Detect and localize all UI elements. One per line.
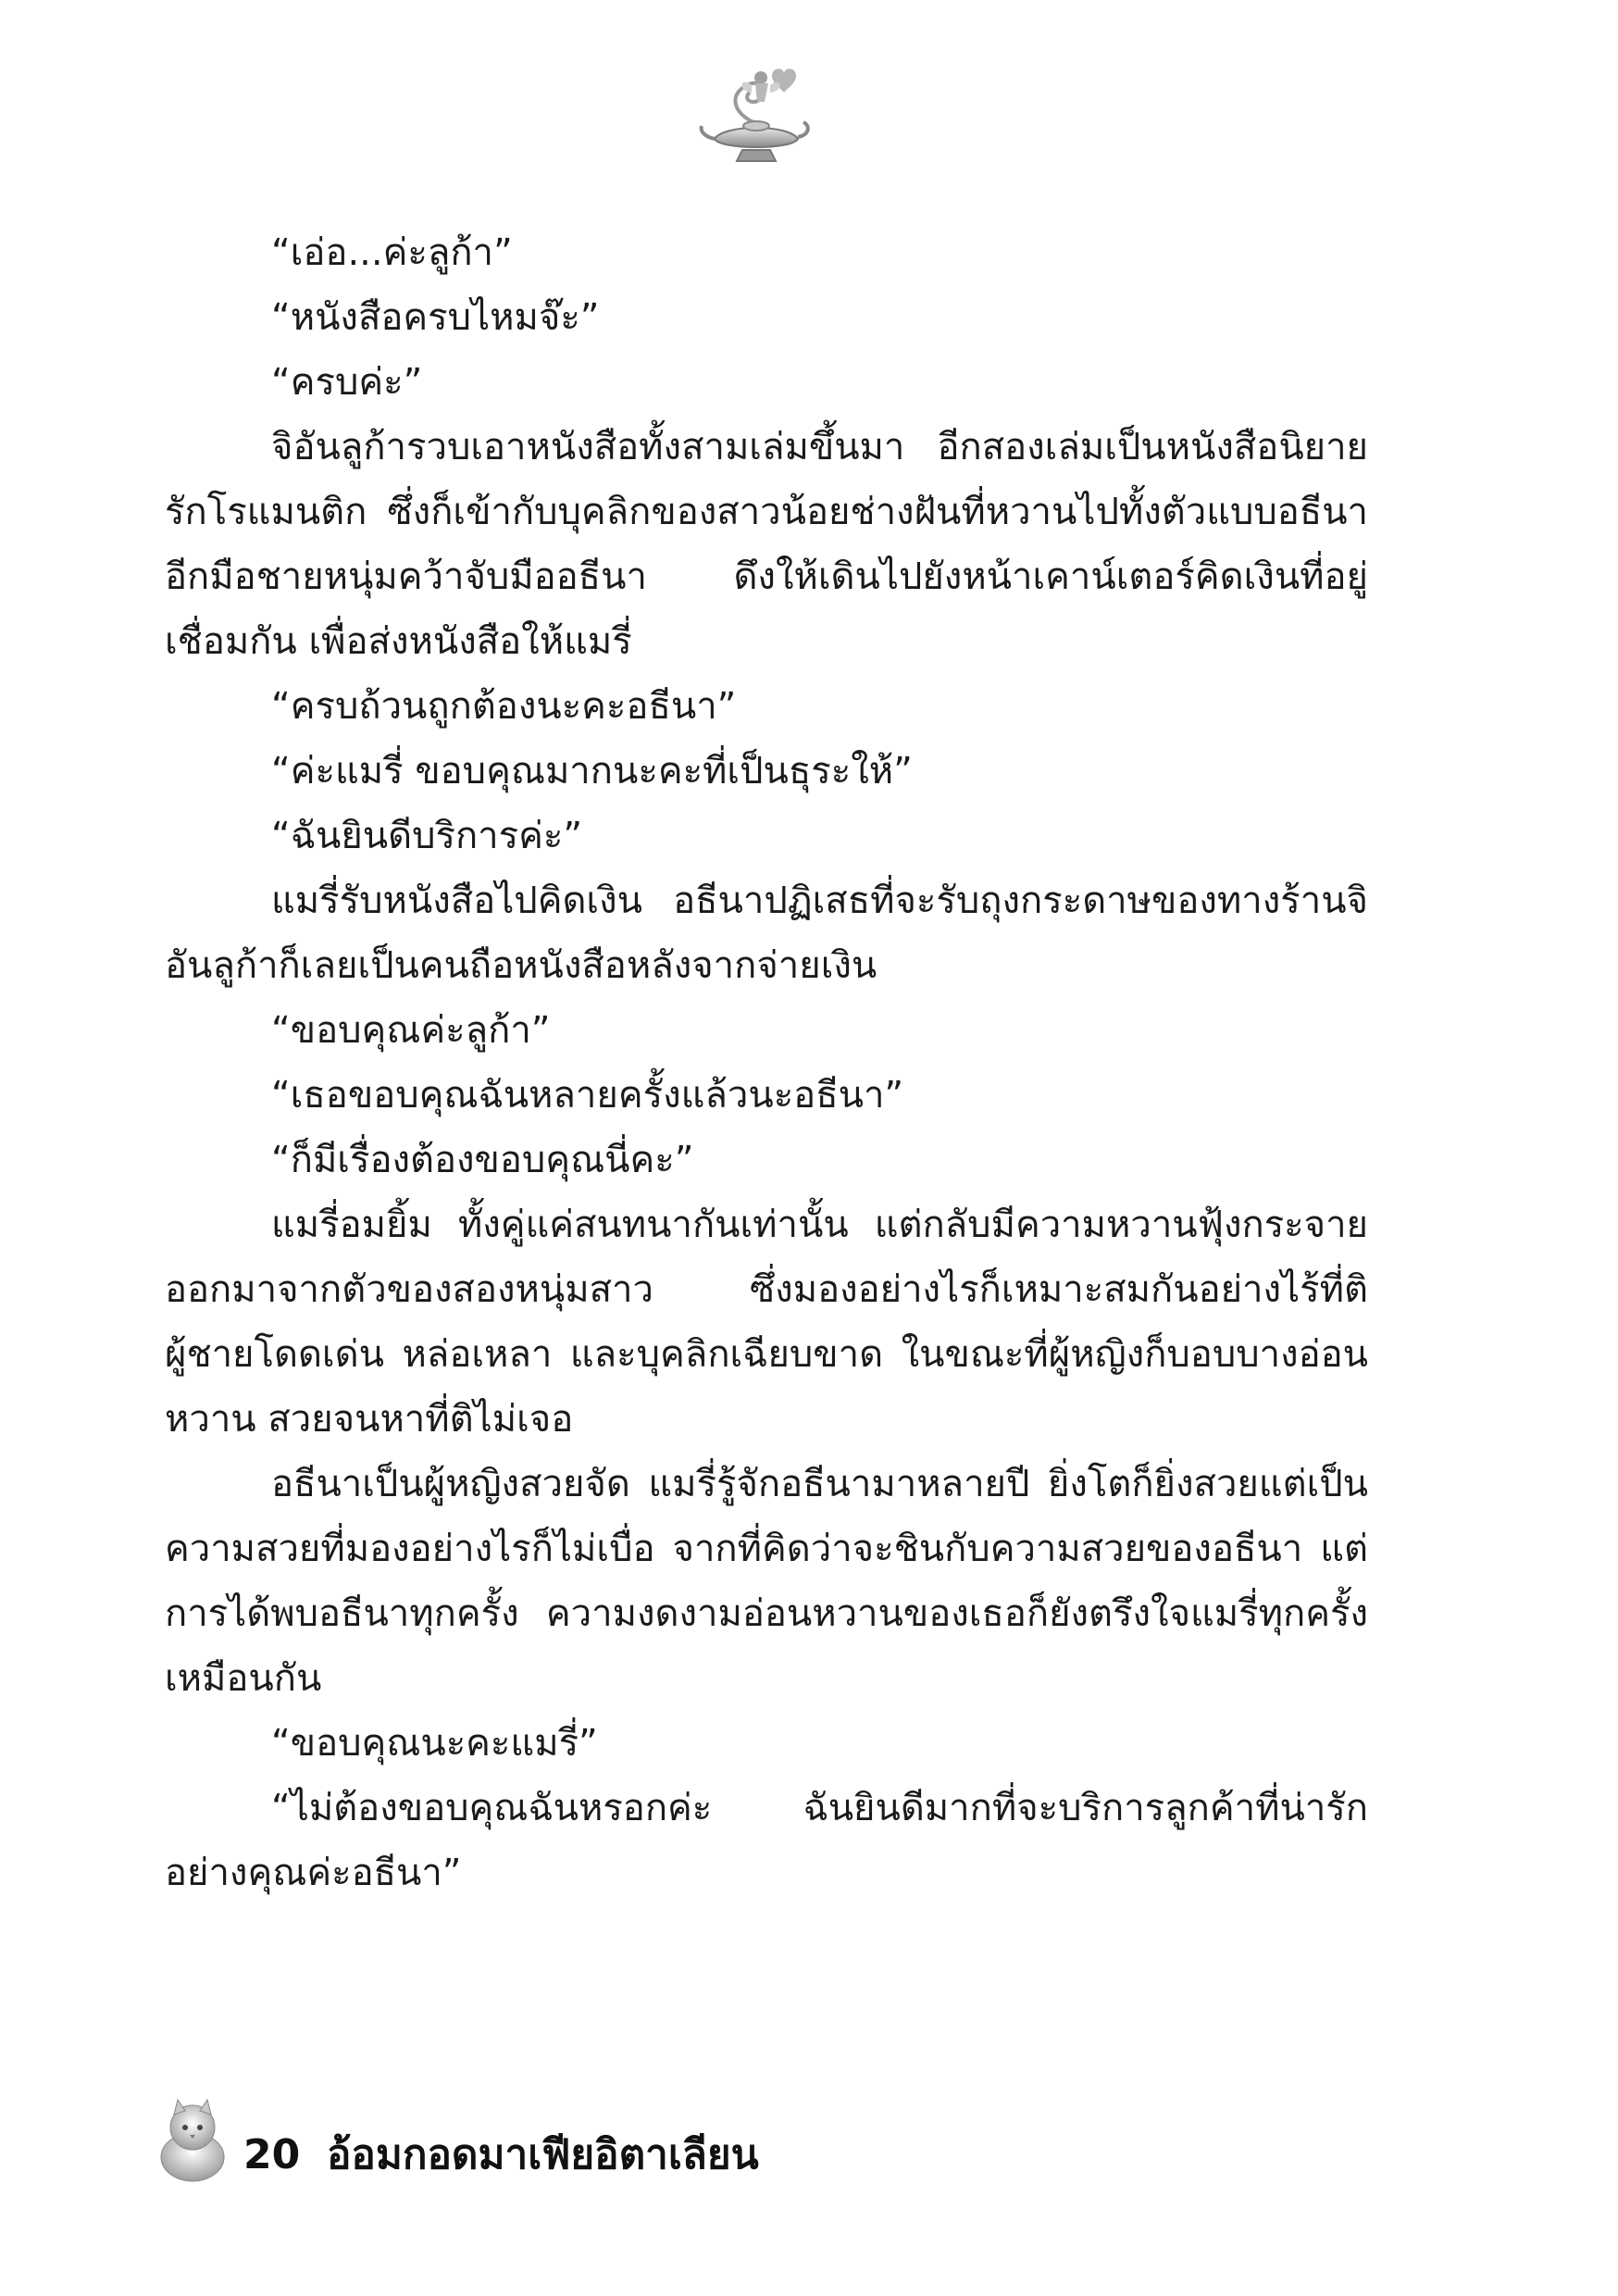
paragraph: “ครบถ้วนถูกต้องนะคะอธีนา” <box>271 685 737 728</box>
paragraph: “ก็มีเรื่องต้องขอบคุณนี่คะ” <box>271 1139 694 1181</box>
persian-cat-icon <box>156 2092 230 2185</box>
book-title: อ้อมกอดมาเฟียอิตาเลียน <box>327 2131 759 2178</box>
page-number: 20 <box>243 2131 301 2178</box>
header-ornament <box>696 57 816 173</box>
paragraph: “เอ่อ...ค่ะลูก้า” <box>271 231 513 274</box>
paragraph: “ขอบคุณค่ะลูก้า” <box>271 1009 551 1052</box>
paragraph: “เธอขอบคุณฉันหลายครั้งแล้วนะอธีนา” <box>271 1074 904 1117</box>
page-footer <box>156 2092 989 2194</box>
genie-lamp-with-fairy-icon <box>696 57 816 173</box>
body-text <box>165 220 1368 1905</box>
paragraph: แมรี่อมยิ้ม ทั้งคู่แค่สนทนากันเท่านั้น แต่กลับมีความหวานฟุ้งกระจายออกมาจากตัวของสองหนุ่มสาว ซึ่งมองอย่างไรก็เหมาะสมกันอย่างไร้ที่ติ ผู้ชายโดดเด่น หล่อเหลา และบุคลิกเฉียบขาด ในขณะที่ผู้หญิงก็บอบบางอ่อนหวาน สวยจนหาที่ติไม่เจอ <box>165 1204 1368 1441</box>
paragraph: “ไม่ต้องขอบคุณฉันหรอกค่ะ ฉันยินดีมากที่จะบริการลูกค้าที่น่ารักอย่างคุณค่ะอธีนา” <box>165 1787 1368 1894</box>
paragraph: “ครบค่ะ” <box>271 361 423 404</box>
paragraph: แมรี่รับหนังสือไปคิดเงิน อธีนาปฏิเสธที่จะรับถุงกระดาษของทางร้านจิอันลูก้าก็เลยเป็นคนถือหนังสือหลังจากจ่ายเงิน <box>165 880 1368 987</box>
paragraph: “ขอบคุณนะคะแมรี่” <box>271 1722 598 1765</box>
paragraph: “ค่ะแมรี่ ขอบคุณมากนะคะที่เป็นธุระให้” <box>271 750 913 792</box>
paragraph: จิอันลูก้ารวบเอาหนังสือทั้งสามเล่มขึ้นมา อีกสองเล่มเป็นหนังสือนิยายรักโรแมนติก ซึ่งก็เข้ากับบุคลิกของสาวน้อยช่างฝันที่หวานไปทั้งตัวแบบอธีนา อีกมือชายหนุ่มคว้าจับมืออธีนา ดึงให้เดินไปยังหน้าเคาน์เตอร์คิดเงินที่อยู่เชื่อมกัน เพื่อส่งหนังสือให้แมรี่ <box>165 426 1368 663</box>
paragraph: “หนังสือครบไหมจ๊ะ” <box>271 296 600 339</box>
paragraph: อธีนาเป็นผู้หญิงสวยจัด แมรี่รู้จักอธีนามาหลายปี ยิ่งโตก็ยิ่งสวยแต่เป็นความสวยที่มองอย่างไรก็ไม่เบื่อ จากที่คิดว่าจะชินกับความสวยของอธีนา แต่การได้พบอธีนาทุกครั้ง ความงดงามอ่อนหวานของเธอก็ยังตรึงใจแมรี่ทุกครั้งเหมือนกัน <box>165 1463 1368 1700</box>
paragraph: “ฉันยินดีบริการค่ะ” <box>271 815 583 857</box>
